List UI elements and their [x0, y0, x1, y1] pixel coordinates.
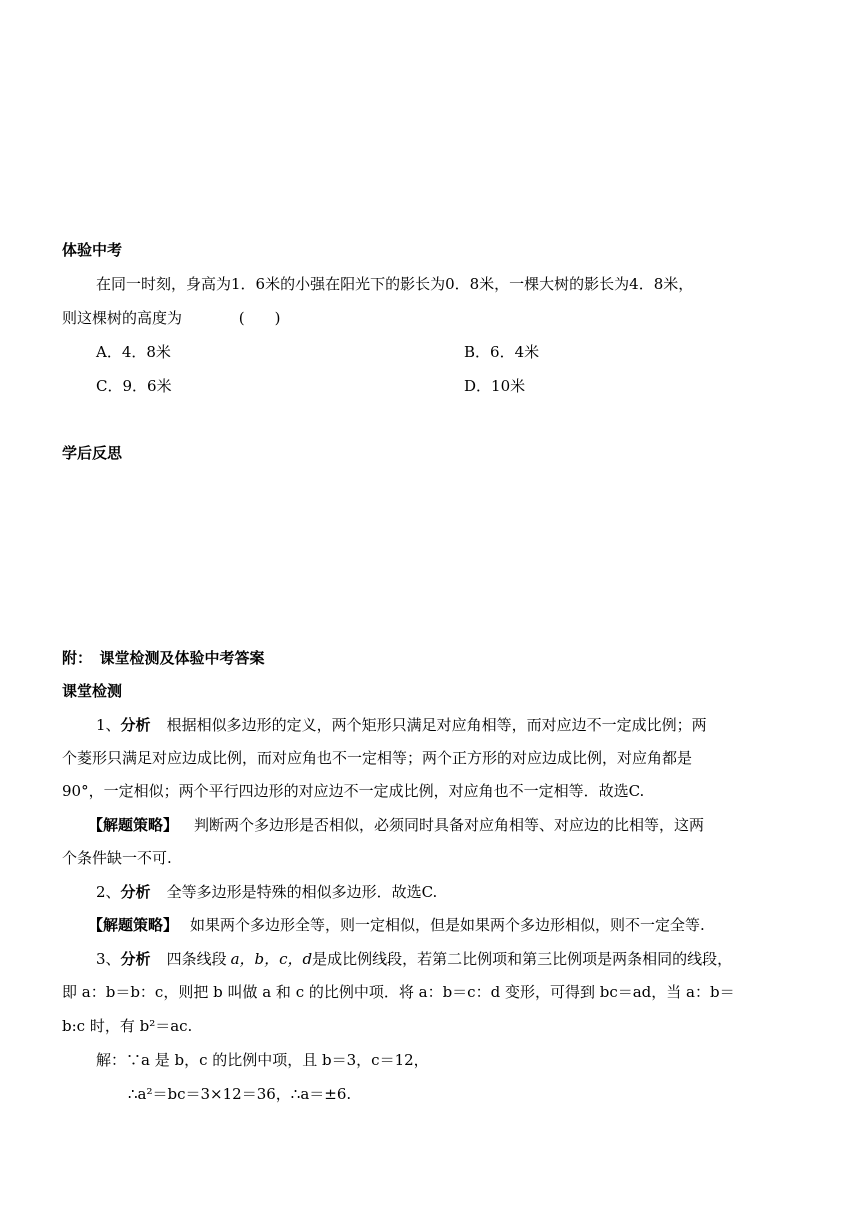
q3-solution-line-1: 解：∵a 是 b，c 的比例中项，且 b＝3，c＝12， [96, 1051, 429, 1069]
q3-analysis-rest: 是成比例线段，若第二比例项和第三比例项是两条相同的线段， [312, 950, 733, 968]
q2-number: 2、 [96, 883, 121, 901]
q3-analysis-line-3: b:c 时，有 b²＝ac. [62, 1017, 193, 1035]
q1-strategy-line-2: 个条件缺一不可. [62, 849, 172, 867]
appendix-heading: 附： 课堂检测及体验中考答案 [62, 649, 265, 667]
q1-analysis-tag: 分析 [120, 716, 151, 734]
q1-analysis-line-1 [96, 715, 707, 735]
q3-variables: a，b，c，d [230, 950, 313, 968]
question-line-1: 在同一时刻，身高为1．6米的小强在阳光下的影长为0．8米，一棵大树的影长为4．8米， [96, 275, 694, 293]
q2-analysis-tag: 分析 [120, 883, 151, 901]
option-b: B．6．4米 [464, 343, 540, 361]
q3-analysis-text: 四条线段 [166, 950, 227, 968]
option-c: C．9．6米 [96, 377, 172, 395]
answer-bracket: ( ) [238, 309, 281, 327]
q1-analysis-line-3: 90°，一定相似；两个平行四边形的对应边不一定成比例，对应角也不一定相等．故选C. [62, 782, 645, 800]
question-line-2 [62, 308, 281, 328]
q1-strategy-tag: 【解题策略】 [88, 816, 179, 834]
q2-analysis-line [96, 882, 437, 902]
q2-analysis-text: 全等多边形是特殊的相似多边形．故选C. [166, 883, 438, 901]
q2-strategy-tag: 【解题策略】 [88, 916, 179, 934]
reflection-heading: 学后反思 [62, 444, 123, 462]
q2-strategy-line [88, 915, 705, 935]
q3-analysis-line-1 [96, 949, 732, 969]
q1-number: 1、 [96, 716, 121, 734]
option-d: D．10米 [464, 377, 526, 395]
q1-analysis-text: 根据相似多边形的定义，两个矩形只满足对应角相等，而对应边不一定成比例；两 [166, 716, 707, 734]
option-a: A．4．8米 [96, 343, 171, 361]
q3-solution-line-2: ∴a²＝bc＝3×12＝36，∴a＝±6. [128, 1085, 352, 1103]
q1-analysis-line-2: 个菱形只满足对应边成比例，而对应角也不一定相等；两个正方形的对应边成比例，对应角都是 [62, 749, 693, 767]
exam-heading: 体验中考 [62, 241, 123, 259]
appendix-subheading: 课堂检测 [62, 682, 123, 700]
q1-strategy-line-1 [88, 815, 704, 835]
q3-analysis-tag: 分析 [120, 950, 151, 968]
question-text: 则这棵树的高度为 [62, 309, 183, 327]
q2-strategy-text: 如果两个多边形全等，则一定相似，但是如果两个多边形相似，则不一定全等. [190, 916, 705, 934]
q1-strategy-text: 判断两个多边形是否相似，必须同时具备对应角相等、对应边的比相等，这两 [194, 816, 705, 834]
q3-number: 3、 [96, 950, 121, 968]
q3-analysis-line-2: 即 a：b＝b：c，则把 b 叫做 a 和 c 的比例中项．将 a：b＝c：d 变形，可得到 bc＝ad，当 a：b＝ [62, 983, 735, 1001]
